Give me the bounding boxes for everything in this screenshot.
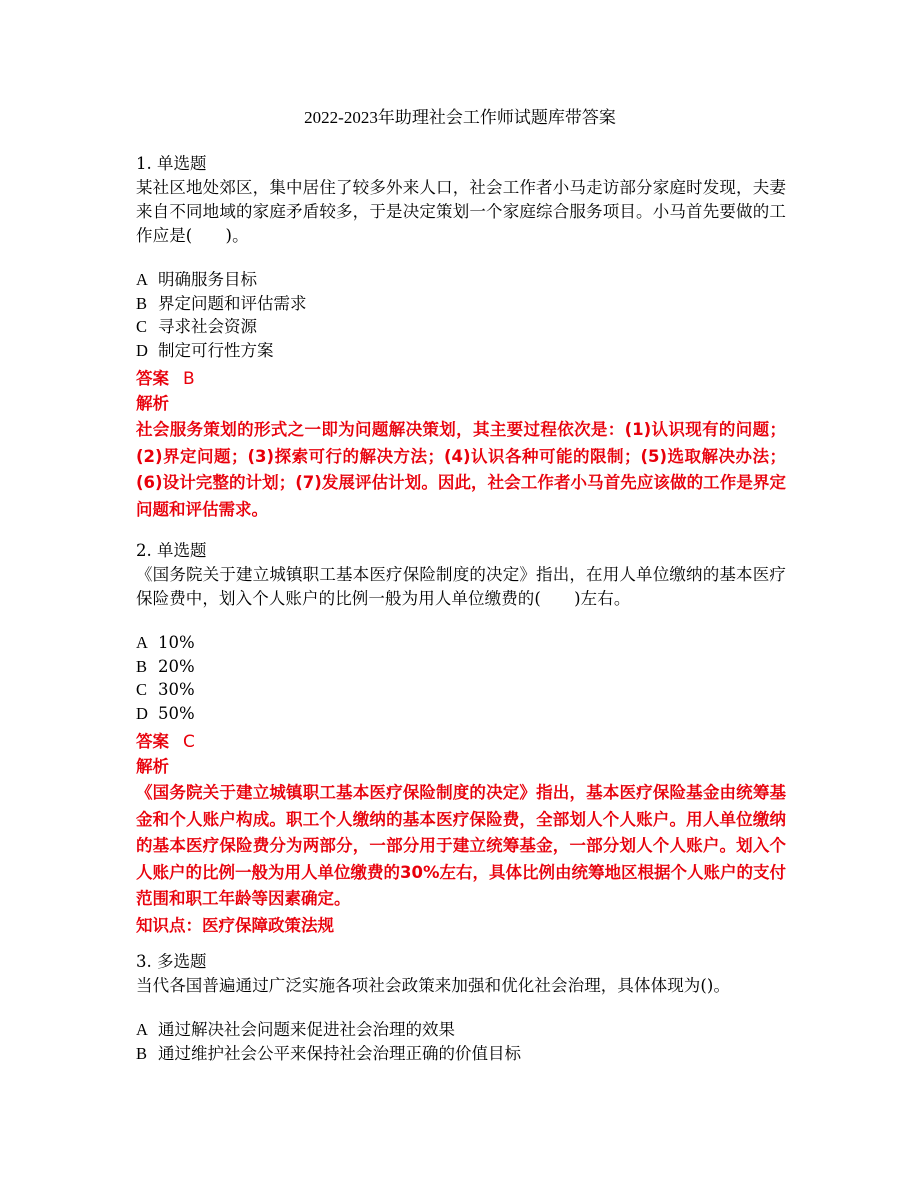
option-text: 明确服务目标: [158, 270, 257, 289]
option-a: [136, 268, 786, 292]
answer: [136, 730, 786, 754]
option-text: 10%: [158, 633, 195, 652]
option-letter: B: [136, 656, 148, 676]
option-letter: C: [136, 680, 148, 699]
option-c: [136, 678, 786, 702]
analysis-heading: 解析: [136, 757, 169, 776]
question-type: 1. 单选题: [136, 154, 207, 173]
question-2: [136, 539, 786, 939]
option-letter: C: [136, 317, 148, 336]
question-type: 3. 多选题: [136, 952, 207, 971]
analysis-text: 《国务院关于建立城镇职工基本医疗保险制度的决定》指出，基本医疗保险基金由统筹基金和个人账户构成。职工个人缴纳的基本医疗保险费，全部划人个人账户。用人单位缴纳的基本医疗保险费分为两部分，一部分用于建立统筹基金，一部分划人个人账户。划入个人账户的比例一般为用人单位缴费的30%左右，具体比例由统筹地区根据个人账户的支付范围和职工年龄等因素确定。: [136, 783, 786, 908]
option-text: 界定问题和评估需求: [158, 293, 307, 313]
document-title: 2022-2023年助理社会工作师试题库带答案: [304, 108, 616, 127]
answer-label: 答案: [136, 732, 169, 751]
option-text: 50%: [158, 703, 195, 723]
option-letter: B: [136, 293, 148, 313]
option-list: [136, 631, 786, 725]
option-text: 制定可行性方案: [158, 340, 274, 360]
question-stem: 《国务院关于建立城镇职工基本医疗保险制度的决定》指出，在用人单位缴纳的基本医疗保险费中，划入个人账户的比例一般为用人单位缴费的( )左右。: [136, 565, 786, 608]
option-c: [136, 315, 786, 339]
option-b: [136, 292, 786, 316]
option-letter: D: [136, 703, 148, 723]
option-d: [136, 702, 786, 726]
option-letter: A: [136, 270, 148, 289]
answer-label: 答案: [136, 369, 169, 388]
option-b: [136, 1042, 786, 1066]
option-b: [136, 655, 786, 679]
option-d: [136, 339, 786, 363]
answer-value: B: [183, 369, 195, 389]
analysis-heading: 解析: [136, 394, 169, 413]
option-text: 通过维护社会公平来保持社会治理正确的价值目标: [158, 1043, 521, 1063]
option-text: 20%: [158, 656, 195, 676]
option-letter: A: [136, 633, 148, 652]
option-text: 30%: [158, 680, 195, 699]
question-type: 2. 单选题: [136, 541, 207, 560]
option-text: 通过解决社会问题来促进社会治理的效果: [158, 1020, 455, 1039]
question-1: [136, 152, 786, 523]
question-3: [136, 950, 786, 1065]
answer: [136, 367, 786, 391]
knowledge-point: 知识点：医疗保障政策法规: [136, 915, 334, 935]
option-letter: D: [136, 340, 148, 360]
option-list: [136, 268, 786, 362]
answer-value: C: [183, 732, 195, 752]
question-stem: 某社区地处郊区，集中居住了较多外来人口，社会工作者小马走访部分家庭时发现，夫妻来自不同地域的家庭矛盾较多，于是决定策划一个家庭综合服务项目。小马首先要做的工作应是( )。: [136, 178, 786, 245]
option-a: [136, 631, 786, 655]
analysis-text: 社会服务策划的形式之一即为问题解决策划，其主要过程依次是：(1)认识现有的问题；(2)界定问题；(3)探索可行的解决方法；(4)认识各种可能的限制；(5)选取解决办法；(6)设计完整的计划；(7)发展评估计划。因此，社会工作者小马首先应该做的工作是界定问题和评估需求。: [136, 420, 786, 519]
option-list: [136, 1018, 786, 1065]
option-letter: B: [136, 1043, 148, 1063]
option-a: [136, 1018, 786, 1042]
question-stem: 当代各国普遍通过广泛实施各项社会政策来加强和优化社会治理，具体体现为()。: [136, 976, 731, 995]
option-letter: A: [136, 1020, 148, 1039]
option-text: 寻求社会资源: [158, 317, 257, 336]
